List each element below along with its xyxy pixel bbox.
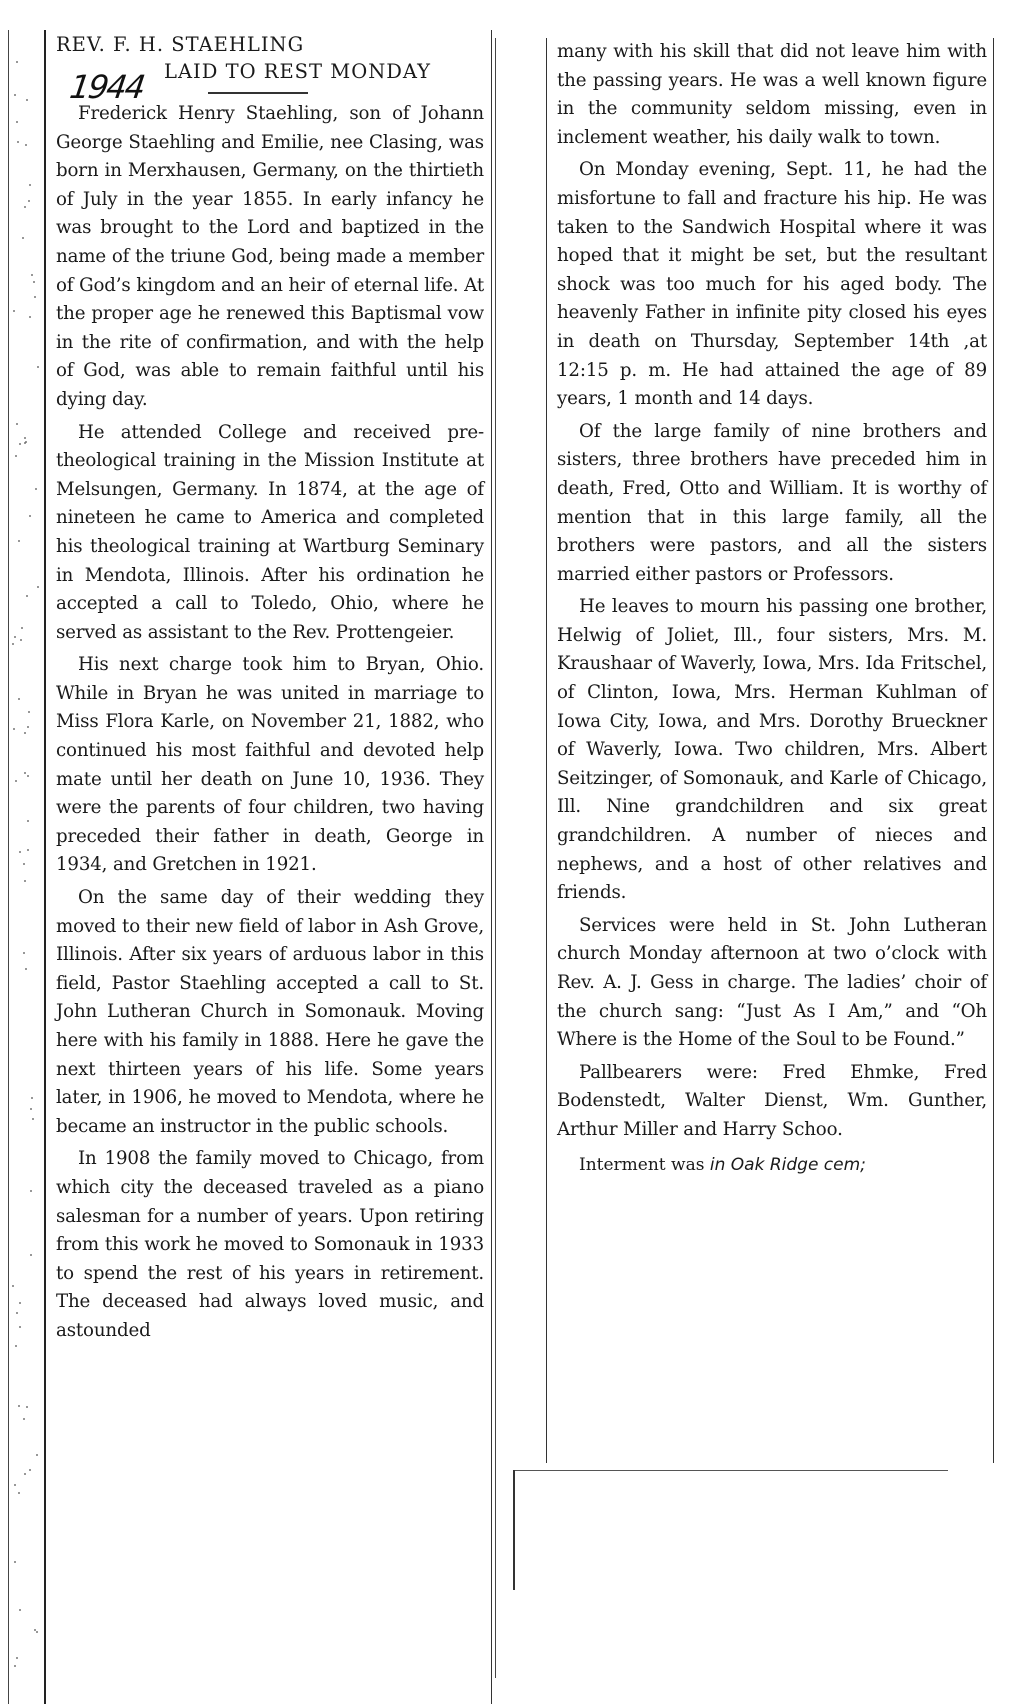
print-speck bbox=[24, 1473, 26, 1475]
print-speck bbox=[33, 281, 35, 283]
headline-line-1: REV. F. H. STAEHLING bbox=[56, 33, 305, 56]
paragraph-death: On Monday evening, Sept. 11, he had the misfortune to fall and fracture his hip. He was taken to the Sandwich Hospital where it was hoped that it might be set, but the resultant shock was too much for his aged body. The heavenly Father in infinite pity closed his eyes in death on Thursday, September 14th ,at 12:15 p. m. He had attained the age of 89 years, 1 month and 14 days. bbox=[557, 159, 987, 410]
print-speck bbox=[12, 643, 14, 645]
print-speck bbox=[23, 863, 25, 865]
print-speck bbox=[29, 184, 31, 186]
print-speck bbox=[20, 639, 22, 641]
clipping-edge-line bbox=[8, 30, 9, 1704]
print-speck bbox=[18, 1405, 20, 1407]
print-speck bbox=[17, 141, 19, 143]
print-speck bbox=[25, 968, 27, 970]
headline-rule bbox=[208, 92, 308, 94]
print-speck bbox=[37, 366, 39, 368]
column-end-rule bbox=[513, 1470, 948, 1471]
print-speck bbox=[16, 1657, 18, 1659]
print-speck bbox=[28, 200, 30, 202]
print-speck bbox=[16, 61, 18, 63]
print-speck bbox=[27, 820, 29, 822]
print-speck bbox=[21, 627, 23, 629]
print-speck bbox=[14, 94, 16, 96]
print-speck bbox=[37, 586, 39, 588]
print-speck bbox=[30, 1108, 32, 1110]
print-speck bbox=[29, 1469, 31, 1471]
print-speck bbox=[36, 1631, 38, 1633]
print-speck bbox=[30, 1190, 32, 1192]
print-speck bbox=[24, 880, 26, 882]
print-speck bbox=[26, 595, 28, 597]
print-speck bbox=[27, 726, 29, 728]
paragraph-marriage: His next charge took him to Bryan, Ohio. While in Bryan he was united in marriage to Miss Flora Karle, on November 21, 1882, who continued his most faithful and devoted help mate until her death on June 10, 1936. They were the parents of four children, two having preceded their father in death, George in 1934, and Gretchen in 1921. bbox=[56, 654, 484, 876]
print-speck bbox=[19, 851, 21, 853]
print-speck bbox=[19, 1302, 21, 1304]
print-speck bbox=[14, 1665, 16, 1667]
print-speck bbox=[29, 515, 31, 517]
print-speck bbox=[18, 698, 20, 700]
print-speck bbox=[24, 206, 26, 208]
print-speck bbox=[24, 437, 26, 439]
handwritten-year: 1944 bbox=[67, 68, 147, 106]
column-separator-line bbox=[495, 38, 496, 1678]
print-speck bbox=[36, 1454, 38, 1456]
print-speck bbox=[31, 1097, 33, 1099]
paragraph-services: Services were held in St. John Lutheran church Monday afternoon at two o’clock with Rev. A. J. Gess in charge. The ladies’ choir of the church sang: “Just As I Am,” and “Oh Where is the Home of the Soul to be Found.” bbox=[557, 914, 987, 1051]
print-speck bbox=[16, 1312, 18, 1314]
print-speck bbox=[14, 1561, 16, 1563]
paragraph-family: Of the large family of nine brothers and sisters, three brothers have preceded him in death, Fred, Otto and William. It is worthy of mention that in this large family, all the brothers were pastors, and all the sisters married either pastors or Professors. bbox=[557, 420, 987, 585]
print-speck bbox=[34, 296, 36, 298]
print-speck bbox=[32, 1118, 34, 1120]
lower-border-line bbox=[513, 1470, 515, 1590]
print-speck bbox=[26, 1406, 28, 1408]
print-speck bbox=[30, 1254, 32, 1256]
paragraph-ministry: On the same day of their wedding they moved to their new field of labor in Ash Grove, Illinois. After six years of arduous labor in this field, Pastor Staehling accepted a call to St. John Lutheran Church in Somonauk. Moving here with his family in 1888. Here he gave the next thirteen years of his life. Some years later, in 1906, he moved to Mendota, where he became an instructor in the public schools. bbox=[56, 887, 484, 1137]
print-speck bbox=[13, 310, 15, 312]
left-column bbox=[44, 30, 492, 1704]
print-speck bbox=[26, 99, 28, 101]
print-speck bbox=[23, 952, 25, 954]
headline-line-2: LAID TO REST MONDAY bbox=[164, 60, 432, 83]
print-speck bbox=[31, 274, 33, 276]
print-speck bbox=[14, 1484, 16, 1486]
print-speck bbox=[12, 1285, 14, 1287]
paragraph-pallbearers: Pallbearers were: Fred Ehmke, Fred Bodenstedt, Walter Dienst, Wm. Gunther, Arthur Miller and Harry Schoo. bbox=[557, 1061, 987, 1140]
paragraph-interment bbox=[557, 1151, 987, 1179]
paragraph-later-life: In 1908 the family moved to Chicago, from which city the deceased traveled as a piano salesman for a number of years. Upon retiring from this work he moved to Somonauk in 1933 to spend the rest of his years in retirement. The deceased had always loved music, and astounded bbox=[56, 1148, 484, 1341]
print-speck bbox=[27, 775, 29, 777]
print-speck bbox=[19, 1326, 21, 1328]
print-speck bbox=[24, 772, 26, 774]
print-speck bbox=[27, 849, 29, 851]
interment-handwritten: in Oak Ridge cem; bbox=[709, 1154, 866, 1175]
print-speck bbox=[24, 442, 26, 444]
print-speck bbox=[18, 1492, 20, 1494]
interment-printed: Interment was bbox=[579, 1154, 705, 1175]
print-speck bbox=[19, 1609, 21, 1611]
print-speck bbox=[16, 423, 18, 425]
print-speck bbox=[25, 144, 27, 146]
print-speck bbox=[13, 728, 15, 730]
print-speck bbox=[15, 780, 17, 782]
paragraph-birth: Frederick Henry Staehling, son of Johann George Staehling and Emilie, nee Clasing, was born in Merxhausen, Germany, on the thirtieth of July in the year 1855. In early infancy he was brought to the Lord and baptized in the name of the triune God, being made a member of God’s kingdom and an heir of eternal life. At the proper age he renewed this Baptismal vow in the rite of confirmation, and with the help of God, was able to remain faithful until his dying day. bbox=[56, 103, 484, 410]
print-speck bbox=[35, 488, 37, 490]
print-speck bbox=[22, 237, 24, 239]
paragraph-survivors: He leaves to mourn his passing one brother, Helwig of Joliet, Ill., four sisters, Mrs. M. Kraushaar of Waverly, Iowa, Mrs. Ida Fritschel, of Clinton, Iowa, Mrs. Herman Kuhlman of Iowa City, Iowa, and Mrs. Dorothy Brueckner of Waverly, Iowa. Two children, Mrs. Albert Seitzinger, of Somonauk, and Karle of Chicago, Ill. Nine grandchildren and six great grandchildren. A number of nieces and nephews, and a host of other relatives and friends. bbox=[557, 596, 987, 904]
paragraph-continuation: many with his skill that did not leave him with the passing years. He was a well known figure in the community seldom missing, even in inclement weather, his daily walk to town. bbox=[557, 41, 987, 148]
right-column bbox=[546, 38, 994, 1463]
print-speck bbox=[29, 316, 31, 318]
print-speck bbox=[15, 1345, 17, 1347]
print-speck bbox=[28, 711, 30, 713]
paragraph-education: He attended College and received pre-theological training in the Mission Institute at Melsungen, Germany. In 1874, at the age of nineteen he came to America and completed his theological training at Wartburg Seminary in Mendota, Illinois. After his ordination he accepted a call to Toledo, Ohio, where he served as assistant to the Rev. Prottengeier. bbox=[56, 421, 484, 643]
print-speck bbox=[14, 636, 16, 638]
print-speck bbox=[15, 455, 17, 457]
print-speck bbox=[16, 121, 18, 123]
print-speck bbox=[24, 732, 26, 734]
print-speck bbox=[23, 1418, 25, 1420]
print-speck bbox=[19, 443, 21, 445]
print-speck bbox=[18, 540, 20, 542]
